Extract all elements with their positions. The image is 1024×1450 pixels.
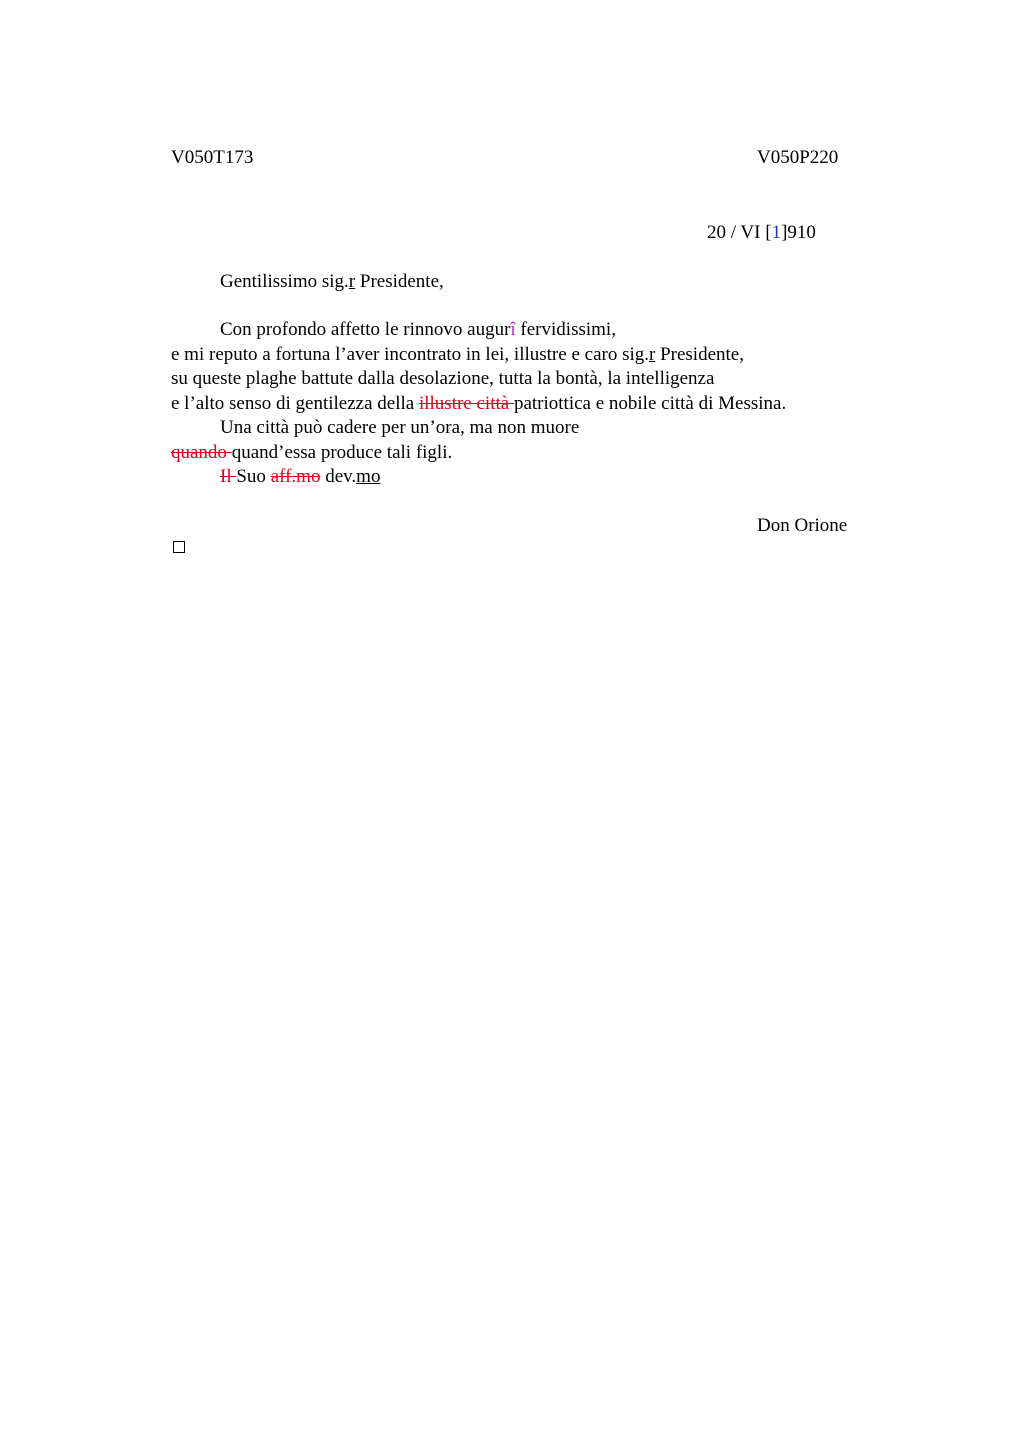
deleted-text: illustre città bbox=[418, 393, 514, 414]
body-line-5: Una città può cadere per un’ora, ma non muore bbox=[220, 417, 580, 438]
body-text: patriottica e nobile città di Messina. bbox=[513, 393, 787, 414]
body-text: Suo bbox=[236, 466, 271, 487]
letter-date bbox=[707, 221, 816, 245]
underlined-text: r bbox=[649, 344, 656, 365]
body-text: quand’essa produce tali figli. bbox=[231, 442, 453, 463]
date-text-end: ]910 bbox=[781, 222, 816, 243]
body-text: e mi reputo a fortuna l’aver incontrato in lei, illustre e caro sig. bbox=[171, 344, 649, 365]
date-editorial-digit: 1 bbox=[771, 222, 782, 243]
body-line-4 bbox=[171, 392, 786, 416]
salutation-text-end: Presidente, bbox=[355, 271, 444, 292]
salutation bbox=[220, 270, 444, 294]
body-text: fervidissimi, bbox=[515, 319, 616, 340]
underlined-text: mo bbox=[356, 466, 381, 487]
inserted-character: î bbox=[510, 319, 516, 340]
body-text: Con profondo affetto le rinnovo augur bbox=[220, 319, 511, 340]
body-text: dev. bbox=[320, 466, 357, 487]
salutation-text: Gentilissimo sig. bbox=[220, 271, 349, 292]
salutation-underlined: r bbox=[348, 271, 356, 292]
date-text: 20 / VI [ bbox=[707, 222, 772, 243]
deleted-text: quando bbox=[171, 442, 232, 463]
body-line-2 bbox=[171, 343, 744, 367]
header-right-code: V050P220 bbox=[757, 147, 839, 168]
signature: Don Orione bbox=[757, 515, 848, 536]
deleted-text: Il bbox=[220, 466, 237, 487]
body-line-3: su queste plaghe battute dalla desolazione, tutta la bontà, la intelligenza bbox=[171, 368, 715, 389]
header-left-code: V050T173 bbox=[171, 147, 254, 168]
body-text: Presidente, bbox=[655, 344, 744, 365]
body-line-6 bbox=[171, 441, 452, 465]
body-line-7-closing bbox=[220, 465, 380, 489]
body-line-1 bbox=[220, 318, 616, 342]
body-text: e l’alto senso di gentilezza della bbox=[171, 393, 419, 414]
checkbox-icon bbox=[173, 541, 185, 553]
deleted-text: aff.mo bbox=[270, 466, 321, 487]
